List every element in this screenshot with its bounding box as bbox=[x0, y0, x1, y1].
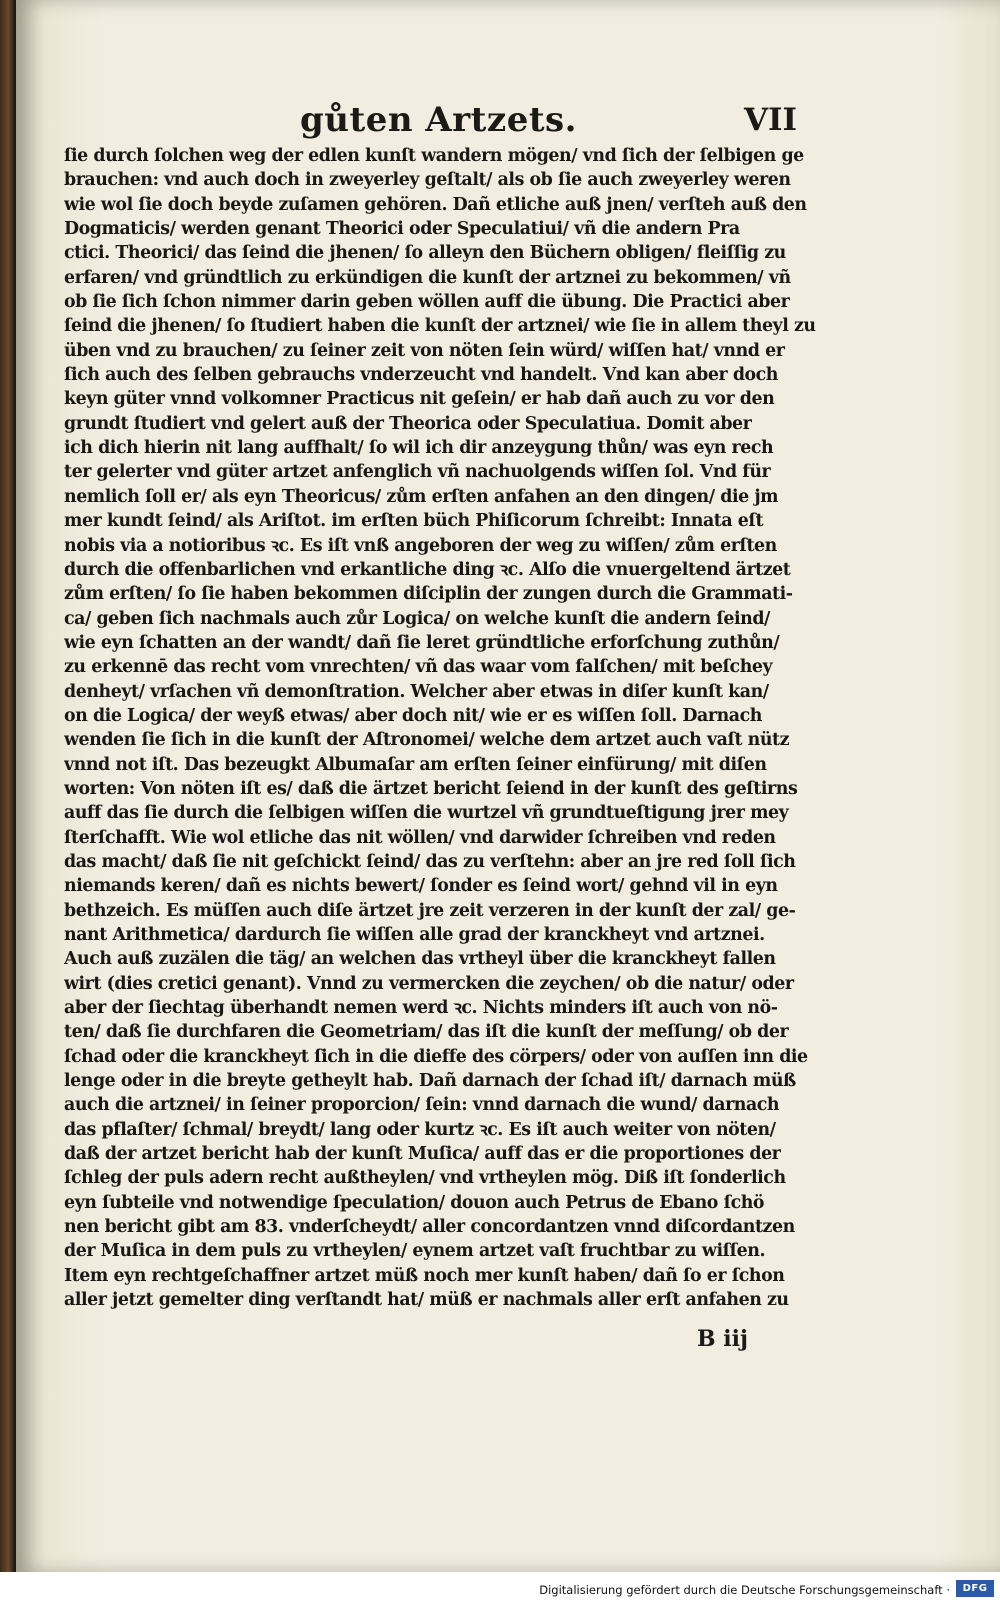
signature-mark: B iij bbox=[697, 1326, 748, 1352]
text-line: on die Logica/ der weyß etwas/ aber doch nit/ wie er es wiſſen ſoll. Darnach bbox=[64, 705, 762, 726]
text-line: Dogmaticis/ werden genant Theorici oder Speculatiui/ vñ die andern Pra bbox=[64, 219, 740, 240]
text-line: daß der artzet bericht hab der kunſt Muſica/ auff das er die proportiones der bbox=[64, 1144, 781, 1165]
text-line: aber der ſiechtag überhandt nemen werd ꝛc. Nichts minders iſt auch von nö- bbox=[64, 998, 778, 1019]
text-line: ob ſie ſich ſchon nimmer darin geben wöllen auff die übung. Die Practici aber bbox=[64, 292, 790, 313]
footer-credit: Digitalisierung gefördert durch die Deutsche Forschungsgemeinschaft · bbox=[539, 1583, 950, 1597]
text-line: grundt ſtudiert vnd gelert auß der Theorica oder Speculatiua. Domit aber bbox=[64, 413, 752, 434]
text-line: ſterſchafft. Wie wol etliche das nit wöllen/ vnd darwider ſchreiben vnd reden bbox=[64, 827, 776, 848]
text-line: ſie durch ſolchen weg der edlen kunſt wandern mögen/ vnd ſich der ſelbigen ge bbox=[64, 146, 804, 166]
text-line: nobis via a notioribus ꝛc. Es iſt vnß angeboren der weg zu wiſſen/ zům erſten bbox=[64, 535, 777, 556]
text-line: ſich auch des ſelben gebrauchs vnderzeucht vnd handelt. Vnd kan aber doch bbox=[64, 365, 779, 386]
dfg-logo-icon: DFG bbox=[956, 1580, 994, 1597]
text-line: zu erkennē das recht vom vnrechten/ vñ das waar vom falſchen/ mit beſchey bbox=[64, 657, 773, 678]
text-line: aller jetzt gemelter ding verſtandt hat/ müß er nachmals aller erſt anfahen zu bbox=[64, 1290, 789, 1311]
book-binding-edge bbox=[0, 0, 14, 1572]
text-line: brauchen: vnd auch doch in zweyerley geſtalt/ als ob ſie auch zweyerley weren bbox=[64, 170, 791, 191]
text-line: nemlich ſoll er/ als eyn Theoricus/ zům erſten anfahen an den dingen/ die jm bbox=[64, 486, 779, 507]
text-line: der Muſica in dem puls zu vrtheylen/ eynem artzet vaſt fruchtbar zu wiſſen. bbox=[64, 1241, 766, 1262]
text-line: ſchleg der puls adern recht außtheylen/ vnd vrtheylen mög. Diß iſt ſonderlich bbox=[64, 1168, 786, 1189]
text-line: ich dich hierin nit lang auffhalt/ ſo wil ich dir anzeygung thůn/ was eyn rech bbox=[64, 438, 774, 459]
text-line: das pflaſter/ ſchmal/ breydt/ lang oder kurtz ꝛc. Es iſt auch weiter von nöten/ bbox=[64, 1119, 776, 1140]
text-line: zům erſten/ ſo ſie haben bekommen diſciplin der zungen durch die Grammati- bbox=[64, 584, 793, 605]
text-line: auff das ſie durch die ſelbigen wiſſen die wurtzel vñ grundtueſtigung jrer mey bbox=[64, 803, 789, 824]
text-line: wie eyn ſchatten an der wandt/ dañ ſie leret gründtliche erforſchung zuthůn/ bbox=[64, 632, 780, 653]
text-line: eyn ſubteile vnd notwendige ſpeculation/ douon auch Petrus de Ebano ſchö bbox=[64, 1192, 765, 1213]
text-line: bethzeich. Es müſſen auch diſe ärtzet jre zeit verzeren in der kunſt der zal/ ge- bbox=[64, 900, 796, 921]
text-line: wie wol ſie doch beyde zuſamen gehören. Dañ etliche auß jnen/ verſteh auß den bbox=[64, 194, 807, 215]
text-line: ſchad oder die kranckheyt ſich in die dieffe des cörpers/ oder von auſſen inn die bbox=[64, 1046, 808, 1067]
text-line: lenge oder in die breyte getheylt hab. Dañ darnach der ſchad iſt/ darnach müß bbox=[64, 1071, 796, 1092]
text-line: Item eyn rechtgeſchaffner artzet müß noch mer kunſt haben/ dañ ſo er ſchon bbox=[64, 1265, 785, 1286]
text-line: erfaren/ vnd gründtlich zu erkündigen die kunſt der artznei zu bekommen/ vñ bbox=[64, 267, 791, 288]
text-line: durch die offenbarlichen vnd erkantliche ding ꝛc. Alſo die vnuergeltend ärtzet bbox=[64, 559, 791, 580]
text-line: keyn güter vnnd volkomner Practicus nit geſein/ er hab dañ auch zu vor den bbox=[64, 389, 775, 410]
folio-number: VII bbox=[744, 102, 798, 138]
text-line: ſeind die jhenen/ ſo ſtudiert haben die kunſt der artznei/ wie ſie in allem theyl zu bbox=[64, 316, 816, 337]
text-line: ctici. Theorici/ das ſeind die jhenen/ ſo alleyn den Büchern obligen/ fleiſſig zu bbox=[64, 243, 786, 264]
text-line: vnnd not iſt. Das bezeugkt Albumaſar am erſten ſeiner einfürung/ mit diſen bbox=[64, 754, 767, 775]
text-line: Auch auß zuzälen die täg/ an welchen das vrtheyl über die kranckheyt fallen bbox=[64, 949, 776, 970]
text-line: ca/ geben ſich nachmals auch zůr Logica/ on welche kunſt die andern ſeind/ bbox=[64, 608, 770, 629]
text-line: nen bericht gibt am 83. vnderſcheydt/ aller concordantzen vnnd diſcordantzen bbox=[64, 1217, 795, 1238]
text-line: auch die artznei/ in ſeiner proporcion/ ſein: vnnd darnach die wund/ darnach bbox=[64, 1095, 780, 1116]
text-line: ten/ daß ſie durchfaren die Geometriam/ das iſt die kunſt der meſſung/ ob der bbox=[64, 1022, 789, 1043]
running-head: gůten Artzets. bbox=[300, 100, 578, 140]
text-line: üben vnd zu brauchen/ zu ſeiner zeit von nöten ſein würd/ wiſſen hat/ vnnd er bbox=[64, 340, 785, 361]
text-line: wenden ſie ſich in die kunſt der Aſtronomei/ welche dem artzet auch vaſt nütz bbox=[64, 730, 790, 751]
text-line: worten: Von nöten iſt es/ daß die ärtzet bericht ſeiend in der kunſt des geſtirns bbox=[64, 778, 798, 799]
body-text bbox=[64, 144, 834, 1313]
text-line: wirt (dies cretici genant). Vnnd zu vermercken die zeychen/ ob die natur/ oder bbox=[64, 973, 794, 994]
text-line: niemands keren/ dañ es nichts bewert/ ſonder es ſeind wort/ gehnd vil in eyn bbox=[64, 876, 778, 897]
text-line: ter gelerter vnd güter artzet anfenglich vñ nachuolgends wiſſen ſol. Vnd für bbox=[64, 462, 771, 483]
text-line: denheyt/ vrſachen vñ demonſtration. Welcher aber etwas in diſer kunſt kan/ bbox=[64, 681, 769, 702]
text-line: nant Arithmetica/ dardurch ſie wiſſen alle grad der kranckheyt vnd artznei. bbox=[64, 925, 765, 945]
text-line: das macht/ daß ſie nit geſchickt ſeind/ das zu verſtehn: aber an jre red ſoll ſich bbox=[64, 851, 796, 872]
text-line: mer kundt ſeind/ als Ariſtot. im erſten büch Phiſicorum ſchreibt: Innata eſt bbox=[64, 511, 764, 532]
